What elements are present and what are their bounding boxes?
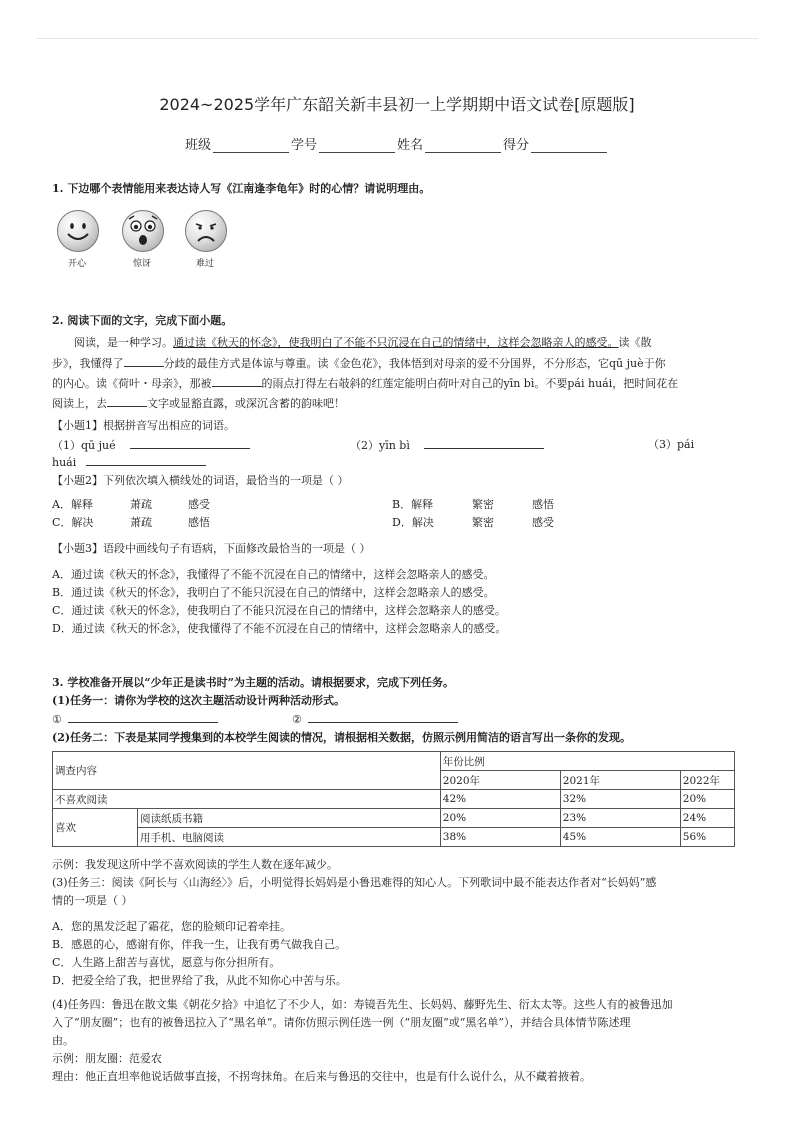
question-3-text: 3. 学校准备开展以“少年正是读书时”为主题的活动。请根据要求，完成下列任务。 xyxy=(52,676,454,689)
task-4-text-line-1: (4)任务四：鲁迅在散文集《朝花夕拾》中追忆了不少人，如：寿镜吾先生、长妈妈、藤野先生、衍太太等。这些人有的被鲁迅加 xyxy=(52,998,673,1011)
task-4-text-line-3: 由。 xyxy=(52,1034,74,1047)
name-label: 姓名 xyxy=(397,138,424,153)
surprised-face-icon xyxy=(122,210,164,252)
sub1-item-1: （1）qū jué xyxy=(52,436,250,453)
passage-blank-2[interactable] xyxy=(212,374,262,387)
sub3-option-c[interactable]: C．通过读《秋天的怀念》，使我明白了不能只沉浸在自己的情绪中，这样会忽略亲人的感受。 xyxy=(52,604,506,617)
table-cell: 用手机、电脑阅读 xyxy=(138,828,441,847)
score-blank[interactable] xyxy=(531,138,607,153)
task-4-reason: 理由：他正直坦率他说话做事直接，不拐弯抹角。在后来与鲁迅的交往中，也是有什么说什么，从不藏着掖着。 xyxy=(52,1070,591,1083)
sub-question-2: 【小题2】下列依次填入横线处的词语，最恰当的一项是（ ） xyxy=(52,474,349,487)
sub3-option-d[interactable]: D．通过读《秋天的怀念》，使我懂得了不能不沉浸在自己的情绪中，这样会忽略亲人的感受。 xyxy=(52,622,507,635)
passage-line-3: 的内心。读《荷叶・母亲》，那被 的雨点打得左右攲斜的红莲定能明白荷叶对自己的yīn bì。不要pái huái，把时间花在 xyxy=(52,374,678,391)
table-cell: 喜欢 xyxy=(53,809,138,847)
id-blank[interactable] xyxy=(319,138,395,153)
table-cell: 38% xyxy=(440,828,560,847)
task-1-blank-2[interactable] xyxy=(308,710,458,723)
class-blank[interactable] xyxy=(213,138,289,153)
table-cell: 32% xyxy=(560,790,680,809)
task-4-example: 示例：朋友圈：范爱农 xyxy=(52,1052,162,1065)
task-1-answer-1: ① xyxy=(52,710,218,726)
class-label: 班级 xyxy=(184,138,211,153)
passage-line-2: 步》，我懂得了 分歧的最佳方式是体谅与尊重。读《金色花》，我体悟到对母亲的爱不分国界，不分形态，它qū juè于你 xyxy=(52,354,666,371)
happy-face-icon xyxy=(57,210,99,252)
table-year: 2020年 xyxy=(440,771,560,790)
table-cell: 不喜欢阅读 xyxy=(53,790,441,809)
sad-face-icon xyxy=(185,210,227,252)
id-label: 学号 xyxy=(290,138,317,153)
face-label-happy: 开心 xyxy=(68,259,87,269)
sub2-option-c[interactable]: C．解决 萧疏 感悟 xyxy=(52,516,210,529)
task-2-text: (2)任务二：下表是某同学搜集到的本校学生阅读的情况，请根据相关数据，仿照示例用简洁的语言写出一条你的发现。 xyxy=(52,731,632,744)
name-blank[interactable] xyxy=(425,138,501,153)
passage-blank-1[interactable] xyxy=(124,354,164,367)
task-3-text-line-1: (3)任务三：阅读《阿长与〈山海经〉》后，小明觉得长妈妈是小鲁迅难得的知心人。下列歌词中最不能表达作者对“长妈妈”感 xyxy=(52,876,657,889)
table-cell: 45% xyxy=(560,828,680,847)
sub3-option-b[interactable]: B．通过读《秋天的怀念》，我明白了不能只沉浸在自己的情绪中，这样会忽略亲人的感受。 xyxy=(52,586,495,599)
task-2-example: 示例：我发现这所中学不喜欢阅读的学生人数在逐年减少。 xyxy=(52,858,338,871)
table-row xyxy=(53,790,735,809)
table-cell: 阅读纸质书籍 xyxy=(138,809,441,828)
table-cell: 42% xyxy=(440,790,560,809)
table-header-ratio: 年份比例 xyxy=(440,752,734,771)
question-1-text: 1. 下边哪个表情能用来表达诗人写《江南逢李龟年》时的心情？请说明理由。 xyxy=(52,182,431,195)
face-label-sad: 难过 xyxy=(196,259,215,269)
task-1-text: (1)任务一：请你为学校的这次主题活动设计两种活动形式。 xyxy=(52,694,346,707)
table-row xyxy=(53,752,735,771)
sub1-item-3-wrap: huái xyxy=(52,453,206,469)
sub1-answer-3[interactable] xyxy=(86,453,206,466)
task-3-option-d[interactable]: D．把爱全给了我，把世界给了我，从此不知你心中苦与乐。 xyxy=(52,974,347,987)
task-4-text-line-2: 入了“朋友圈”；也有的被鲁迅拉入了“黑名单”。请你仿照示例任选一例（“朋友圈”或“黑名单”），并结合具体情节陈述理 xyxy=(52,1016,631,1029)
table-cell: 23% xyxy=(560,809,680,828)
task-3-option-b[interactable]: B．感恩的心，感谢有你，伴我一生，让我有勇气做我自己。 xyxy=(52,938,347,951)
sub1-answer-2[interactable] xyxy=(424,436,544,449)
task-3-option-c[interactable]: C．人生路上甜苦与喜忧，愿意与你分担所有。 xyxy=(52,956,281,969)
table-cell: 20% xyxy=(680,790,734,809)
table-cell: 56% xyxy=(680,828,734,847)
table-year: 2022年 xyxy=(680,771,734,790)
sub2-option-a[interactable]: A．解释 萧疏 感受 xyxy=(52,498,210,511)
sub3-option-a[interactable]: A．通过读《秋天的怀念》，我懂得了不能不沉浸在自己的情绪中，这样会忽略亲人的感受。 xyxy=(52,568,495,581)
task-1-answer-2: ② xyxy=(292,710,458,726)
header-divider xyxy=(36,38,758,39)
sub1-item-2: （2）yīn bì xyxy=(350,436,544,453)
table-row xyxy=(53,828,735,847)
sub2-option-d[interactable]: D．解决 繁密 感受 xyxy=(392,516,554,529)
sub1-item-3: （3）pái xyxy=(648,438,695,451)
passage-blank-3[interactable] xyxy=(107,394,147,407)
page-title: 2024~2025学年广东韶关新丰县初一上学期期中语文试卷[原题版] xyxy=(159,95,635,114)
task-3-option-a[interactable]: A．您的黑发泛起了霜花，您的脸颊印记着牵挂。 xyxy=(52,920,291,933)
table-cell: 20% xyxy=(440,809,560,828)
table-year: 2021年 xyxy=(560,771,680,790)
sub1-answer-1[interactable] xyxy=(130,436,250,449)
table-cell: 24% xyxy=(680,809,734,828)
student-info-line xyxy=(0,134,794,153)
task-3-text-line-2: 情的一项是（ ） xyxy=(52,894,133,907)
sub-question-1: 【小题1】根据拼音写出相应的词语。 xyxy=(52,419,235,432)
task-1-blank-1[interactable] xyxy=(68,710,218,723)
sub-question-3: 【小题3】语段中画线句子有语病，下面修改最恰当的一项是（ ） xyxy=(52,542,371,555)
face-label-surprised: 惊讶 xyxy=(133,259,152,269)
table-row xyxy=(53,809,735,828)
table-header-content: 调查内容 xyxy=(53,752,441,790)
reading-survey-table xyxy=(52,751,735,847)
sub2-option-b[interactable]: B．解释 繁密 感悟 xyxy=(392,498,554,511)
passage-line-4: 阅读上，去 文字或显豁直露，或深沉含蓄的韵味吧！ xyxy=(52,394,345,411)
underlined-sentence: 通过读《秋天的怀念》，使我明白了不能不只沉浸在自己的情绪中，这样会忽略亲人的感受。 xyxy=(173,336,619,349)
passage-line-1: 阅读，是一种学习。通过读《秋天的怀念》，使我明白了不能不只沉浸在自己的情绪中，这样会忽略亲人的感受。读《散 xyxy=(74,336,652,349)
question-2-text: 2. 阅读下面的文字，完成下面小题。 xyxy=(52,314,233,327)
score-label: 得分 xyxy=(503,138,530,153)
